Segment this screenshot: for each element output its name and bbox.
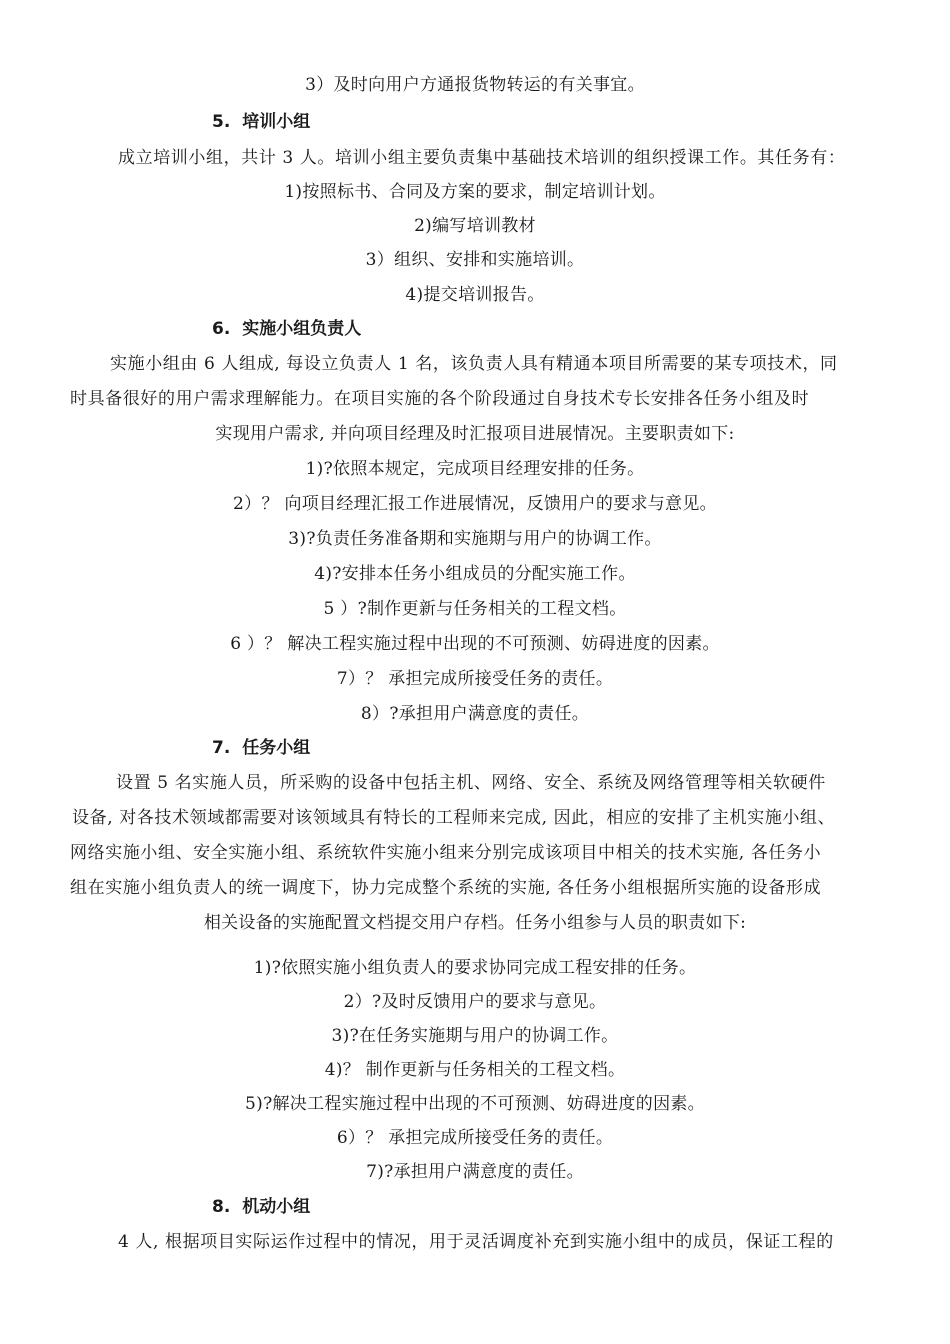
paragraph-line: 组在实施小组负责人的统一调度下，协力完成整个系统的实施, 各任务小组根据所实施的设备形成 <box>70 878 822 898</box>
paragraph-line: 设置 5 名实施人员，所采购的设备中包括主机、网络、安全、系统及网络管理等相关软硬件 <box>116 773 826 793</box>
section-heading <box>212 737 310 759</box>
paragraph-line: 4 人, 根据项目实际运作过程中的情况，用于灵活调度补充到实施小组中的成员，保证工程的 <box>118 1232 834 1252</box>
section-title: 培训小组 <box>242 112 311 132</box>
section-heading <box>212 1196 310 1218</box>
paragraph-line: 实施小组由 6 人组成, 每设立负责人 1 名，该负责人具有精通本项目所需要的某专项技术，同 <box>110 354 838 374</box>
section-title: 任务小组 <box>242 738 311 758</box>
list-item: 8）?承担用户满意度的责任。 <box>360 704 590 724</box>
list-item: 2）？ 向项目经理汇报工作进展情况，反馈用户的要求与意见。 <box>233 494 717 514</box>
list-item: 1)按照标书、合同及方案的要求，制定培训计划。 <box>284 182 666 202</box>
list-item: 1)?依照本规定，完成项目经理安排的任务。 <box>305 459 645 479</box>
list-item: 4)提交培训报告。 <box>405 285 545 305</box>
list-item: 7）？ 承担完成所接受任务的责任。 <box>336 669 614 689</box>
paragraph-line: 成立培训小组，共计 3 人。培训小组主要负责集中基础技术培训的组织授课工作。其任务有： <box>118 148 846 168</box>
section-number: 7. <box>212 738 231 758</box>
list-item: 3）及时向用户方通报货物转运的有关事宜。 <box>305 75 645 95</box>
list-item: 2)编写培训教材 <box>414 216 536 236</box>
section-number: 6. <box>212 319 231 339</box>
section-heading <box>212 111 310 133</box>
list-item: 5 ）?制作更新与任务相关的工程文档。 <box>323 599 627 619</box>
section-title: 实施小组负责人 <box>242 319 362 339</box>
section-title: 机动小组 <box>242 1197 311 1217</box>
list-item: 4)?安排本任务小组成员的分配实施工作。 <box>314 564 636 584</box>
list-item: 3)?负责任务准备期和实施期与用户的协调工作。 <box>288 529 662 549</box>
paragraph-line: 网络实施小组、安全实施小组、系统软件实施小组来分别完成该项目中相关的技术实施, 各任务小 <box>70 843 822 863</box>
list-item: 6）？ 承担完成所接受任务的责任。 <box>336 1128 614 1148</box>
paragraph-line: 设备, 对各技术领域都需要对该领域具有特长的工程师来完成, 因此，相应的安排了主机实施小组、 <box>72 808 836 828</box>
section-number: 8. <box>212 1197 231 1217</box>
list-item: 6 ）？ 解决工程实施过程中出现的不可预测、妨碍进度的因素。 <box>230 634 720 654</box>
list-item: 1)?依照实施小组负责人的要求协同完成工程安排的任务。 <box>253 958 697 978</box>
section-number: 5. <box>212 112 231 132</box>
list-item: 3)?在任务实施期与用户的协调工作。 <box>331 1026 619 1046</box>
section-heading <box>212 318 361 340</box>
list-item: 5)?解决工程实施过程中出现的不可预测、妨碍进度的因素。 <box>245 1094 705 1114</box>
list-item: 7)?承担用户满意度的责任。 <box>366 1162 584 1182</box>
list-item: 2）?及时反馈用户的要求与意见。 <box>343 992 607 1012</box>
list-item: 3）组织、安排和实施培训。 <box>365 250 585 270</box>
paragraph-line: 实现用户需求, 并向项目经理及时汇报项目进展情况。主要职责如下: <box>215 424 735 444</box>
paragraph-line: 相关设备的实施配置文档提交用户存档。任务小组参与人员的职责如下: <box>203 913 747 933</box>
paragraph-line: 时具备很好的用户需求理解能力。在项目实施的各个阶段通过自身技术专长安排各任务小组及时 <box>70 389 810 409</box>
list-item: 4)？ 制作更新与任务相关的工程文档。 <box>324 1060 626 1080</box>
